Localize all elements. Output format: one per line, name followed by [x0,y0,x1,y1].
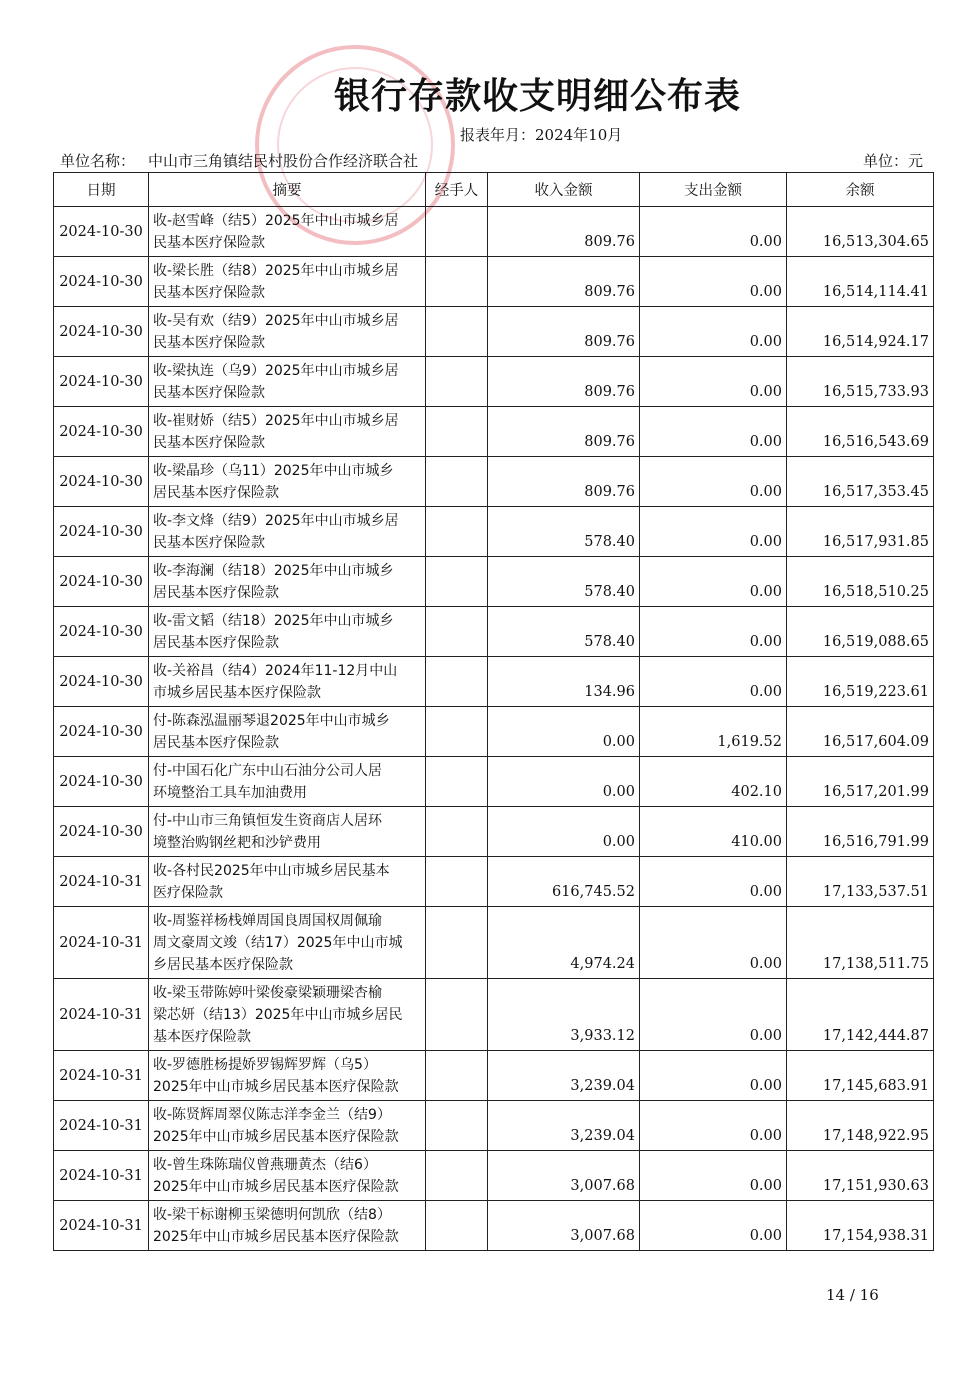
cell-income: 0.00 [488,807,640,857]
cell-date: 2024-10-30 [54,807,149,857]
cell-income: 809.76 [488,307,640,357]
column-header-balance: 余额 [787,173,934,207]
cell-date: 2024-10-31 [54,907,149,979]
cell-income: 809.76 [488,257,640,307]
cell-handler [426,807,488,857]
cell-summary [149,1051,426,1101]
cell-income: 809.76 [488,407,640,457]
summary-line: 收-罗德胜杨提娇罗锡辉罗辉（乌5） [153,1056,377,1073]
cell-income: 4,974.24 [488,907,640,979]
table-row [54,357,934,407]
cell-summary [149,907,426,979]
cell-expense: 410.00 [640,807,787,857]
cell-summary [149,207,426,257]
summary-line: 市城乡居民基本医疗保险款 [153,684,321,701]
cell-income: 578.40 [488,507,640,557]
cell-date: 2024-10-30 [54,507,149,557]
summary-line: 医疗保险款 [153,884,223,901]
table-row [54,307,934,357]
cell-balance: 17,133,537.51 [787,857,934,907]
cell-date: 2024-10-31 [54,1051,149,1101]
summary-line: 周文豪周文竣（结17）2025年中山市城 [153,934,403,951]
cell-handler [426,707,488,757]
summary-line: 2025年中山市城乡居民基本医疗保险款 [153,1178,399,1195]
table-row [54,707,934,757]
summary-line: 收-关裕昌（结4）2024年11-12月中山 [153,662,398,679]
cell-date: 2024-10-30 [54,607,149,657]
summary-line: 收-梁执连（乌9）2025年中山市城乡居 [153,362,399,379]
cell-summary [149,1101,426,1151]
cell-balance: 16,514,924.17 [787,307,934,357]
summary-line: 收-崔财娇（结5）2025年中山市城乡居 [153,412,399,429]
cell-income: 3,007.68 [488,1151,640,1201]
cell-balance: 16,518,510.25 [787,557,934,607]
summary-line: 乡居民基本医疗保险款 [153,956,293,973]
cell-balance: 16,517,201.99 [787,757,934,807]
cell-summary [149,557,426,607]
cell-handler [426,979,488,1051]
ledger-body [54,207,934,1251]
column-header-expense: 支出金额 [640,173,787,207]
cell-balance: 16,519,088.65 [787,607,934,657]
cell-date: 2024-10-31 [54,979,149,1051]
cell-balance: 17,151,930.63 [787,1151,934,1201]
cell-summary [149,807,426,857]
cell-summary [149,657,426,707]
unit-name-value: 中山市三角镇结民村股份合作经济联合社 [148,152,419,170]
cell-date: 2024-10-30 [54,707,149,757]
cell-expense: 0.00 [640,1201,787,1251]
cell-balance: 16,514,114.41 [787,257,934,307]
table-row [54,1201,934,1251]
summary-line: 收-李文烽（结9）2025年中山市城乡居 [153,512,399,529]
table-row [54,757,934,807]
cell-income: 809.76 [488,357,640,407]
cell-balance: 16,517,604.09 [787,707,934,757]
cell-income: 3,933.12 [488,979,640,1051]
cell-income: 809.76 [488,457,640,507]
cell-expense: 0.00 [640,1051,787,1101]
summary-line: 境整治购钢丝耙和沙铲费用 [153,834,321,851]
cell-handler [426,407,488,457]
cell-balance: 17,154,938.31 [787,1201,934,1251]
summary-line: 收-雷文韬（结18）2025年中山市城乡 [153,612,394,629]
cell-date: 2024-10-30 [54,757,149,807]
summary-line: 居民基本医疗保险款 [153,634,279,651]
summary-line: 2025年中山市城乡居民基本医疗保险款 [153,1228,399,1245]
cell-handler [426,907,488,979]
cell-handler [426,507,488,557]
cell-date: 2024-10-30 [54,457,149,507]
cell-handler [426,357,488,407]
table-row [54,857,934,907]
unit-name-label: 单位名称： [60,152,136,170]
cell-expense: 0.00 [640,257,787,307]
cell-expense: 0.00 [640,457,787,507]
cell-expense: 0.00 [640,1101,787,1151]
summary-line: 民基本医疗保险款 [153,384,265,401]
summary-line: 收-周鉴祥杨栈婵周国良周国权周佩瑜 [153,912,383,929]
summary-line: 民基本医疗保险款 [153,234,265,251]
cell-date: 2024-10-30 [54,257,149,307]
summary-line: 居民基本医疗保险款 [153,484,279,501]
summary-line: 付-中国石化广东中山石油分公司人居 [153,762,383,779]
cell-balance: 16,517,931.85 [787,507,934,557]
summary-line: 2025年中山市城乡居民基本医疗保险款 [153,1078,399,1095]
summary-line: 收-各村民2025年中山市城乡居民基本 [153,862,390,879]
summary-line: 收-梁晶珍（乌11）2025年中山市城乡 [153,462,394,479]
table-row [54,457,934,507]
summary-line: 收-曾生珠陈瑞仪曾燕珊黄杰（结6） [153,1156,377,1173]
summary-line: 梁芯妍（结13）2025年中山市城乡居民 [153,1006,403,1023]
cell-summary [149,407,426,457]
cell-income: 3,007.68 [488,1201,640,1251]
summary-line: 收-赵雪峰（结5）2025年中山市城乡居 [153,212,399,229]
cell-expense: 0.00 [640,407,787,457]
table-row [54,807,934,857]
summary-line: 民基本医疗保险款 [153,434,265,451]
cell-date: 2024-10-30 [54,657,149,707]
ledger-table [53,172,934,1251]
cell-expense: 0.00 [640,657,787,707]
column-header-handler: 经手人 [426,173,488,207]
cell-income: 616,745.52 [488,857,640,907]
cell-summary [149,1151,426,1201]
summary-line: 居民基本医疗保险款 [153,734,279,751]
report-month: 报表年月：2024年10月 [460,126,623,144]
table-row [54,207,934,257]
cell-summary [149,757,426,807]
cell-handler [426,757,488,807]
cell-handler [426,257,488,307]
summary-line: 付-陈森泓温丽琴退2025年中山市城乡 [153,712,390,729]
cell-expense: 0.00 [640,1151,787,1201]
cell-balance: 17,142,444.87 [787,979,934,1051]
cell-handler [426,457,488,507]
page-number: 14 / 16 [826,1286,879,1304]
cell-handler [426,207,488,257]
summary-line: 收-梁长胜（结8）2025年中山市城乡居 [153,262,399,279]
cell-date: 2024-10-31 [54,1201,149,1251]
cell-income: 3,239.04 [488,1051,640,1101]
cell-income: 809.76 [488,207,640,257]
cell-summary [149,507,426,557]
cell-balance: 16,519,223.61 [787,657,934,707]
summary-line: 基本医疗保险款 [153,1028,251,1045]
cell-balance: 17,145,683.91 [787,1051,934,1101]
cell-expense: 0.00 [640,357,787,407]
table-row [54,257,934,307]
cell-expense: 402.10 [640,757,787,807]
cell-summary [149,979,426,1051]
cell-summary [149,607,426,657]
cell-summary [149,1201,426,1251]
cell-expense: 0.00 [640,857,787,907]
cell-expense: 1,619.52 [640,707,787,757]
cell-handler [426,1051,488,1101]
summary-line: 民基本医疗保险款 [153,334,265,351]
table-row [54,1051,934,1101]
cell-expense: 0.00 [640,557,787,607]
table-row [54,557,934,607]
cell-handler [426,307,488,357]
table-row [54,979,934,1051]
table-row [54,407,934,457]
cell-expense: 0.00 [640,307,787,357]
cell-balance: 16,517,353.45 [787,457,934,507]
cell-summary [149,307,426,357]
cell-handler [426,657,488,707]
cell-balance: 16,515,733.93 [787,357,934,407]
cell-date: 2024-10-30 [54,357,149,407]
cell-income: 0.00 [488,757,640,807]
summary-line: 收-李海澜（结18）2025年中山市城乡 [153,562,394,579]
cell-date: 2024-10-30 [54,207,149,257]
cell-handler [426,607,488,657]
cell-date: 2024-10-30 [54,307,149,357]
summary-line: 收-梁干标谢柳玉梁德明何凯欣（结8） [153,1206,391,1223]
summary-line: 民基本医疗保险款 [153,284,265,301]
cell-balance: 17,148,922.95 [787,1101,934,1151]
table-header-row [54,173,934,207]
cell-date: 2024-10-30 [54,407,149,457]
cell-handler [426,1201,488,1251]
summary-line: 收-梁玉带陈婷叶梁俊豪梁颖珊梁杏榆 [153,984,383,1001]
column-header-income: 收入金额 [488,173,640,207]
cell-summary [149,257,426,307]
summary-line: 环境整治工具车加油费用 [153,784,307,801]
cell-income: 3,239.04 [488,1101,640,1151]
cell-expense: 0.00 [640,907,787,979]
column-header-date: 日期 [54,173,149,207]
cell-summary [149,357,426,407]
cell-income: 134.96 [488,657,640,707]
summary-line: 收-陈贤辉周翠仪陈志洋李金兰（结9） [153,1106,391,1123]
summary-line: 付-中山市三角镇恒发生资商店人居环 [153,812,383,829]
table-row [54,1101,934,1151]
cell-balance: 16,516,543.69 [787,407,934,457]
cell-date: 2024-10-31 [54,1151,149,1201]
table-row [54,1151,934,1201]
table-row [54,607,934,657]
cell-handler [426,857,488,907]
cell-expense: 0.00 [640,507,787,557]
summary-line: 居民基本医疗保险款 [153,584,279,601]
cell-date: 2024-10-31 [54,857,149,907]
cell-date: 2024-10-30 [54,557,149,607]
summary-line: 民基本医疗保险款 [153,534,265,551]
cell-handler [426,1101,488,1151]
cell-income: 0.00 [488,707,640,757]
page-title: 银行存款收支明细公布表 [333,76,741,117]
cell-handler [426,1151,488,1201]
cell-expense: 0.00 [640,979,787,1051]
cell-balance: 16,513,304.65 [787,207,934,257]
cell-income: 578.40 [488,557,640,607]
column-header-summary: 摘要 [149,173,426,207]
cell-summary [149,857,426,907]
cell-balance: 16,516,791.99 [787,807,934,857]
summary-line: 2025年中山市城乡居民基本医疗保险款 [153,1128,399,1145]
cell-summary [149,457,426,507]
cell-expense: 0.00 [640,207,787,257]
cell-date: 2024-10-31 [54,1101,149,1151]
cell-handler [426,557,488,607]
cell-expense: 0.00 [640,607,787,657]
cell-balance: 17,138,511.75 [787,907,934,979]
cell-summary [149,707,426,757]
table-row [54,657,934,707]
currency-unit: 单位：元 [862,152,923,170]
summary-line: 收-吴有欢（结9）2025年中山市城乡居 [153,312,399,329]
cell-income: 578.40 [488,607,640,657]
table-row [54,907,934,979]
table-row [54,507,934,557]
